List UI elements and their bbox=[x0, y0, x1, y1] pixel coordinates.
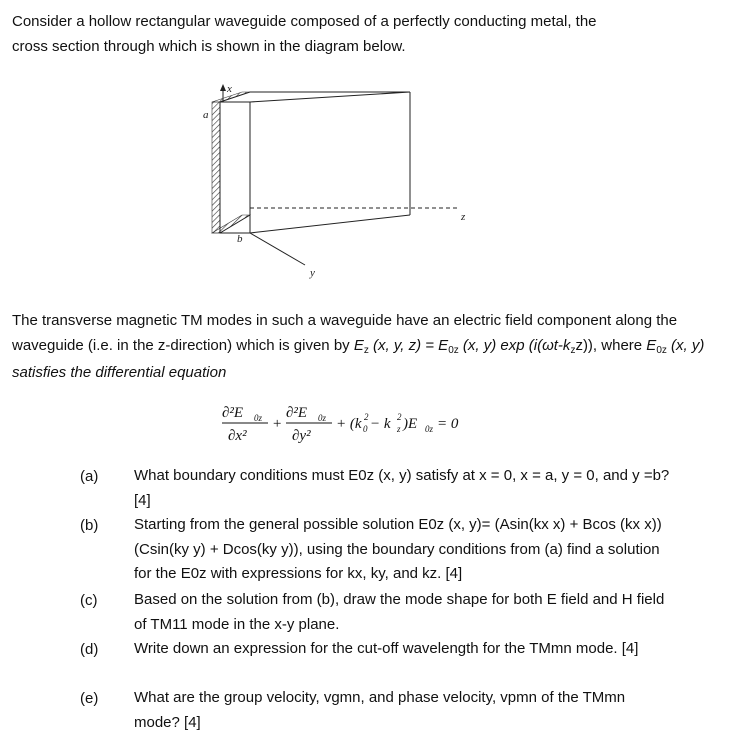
k0-subscript: 0 bbox=[363, 424, 368, 434]
b-dimension-label: b bbox=[237, 233, 243, 245]
question-c bbox=[12, 588, 732, 638]
term-y bbox=[286, 405, 332, 444]
k0-superscript: 2 bbox=[364, 412, 369, 422]
denominator-x: ∂x² bbox=[228, 428, 247, 444]
waveguide-box bbox=[220, 92, 410, 233]
kz-subscript: z bbox=[570, 345, 576, 356]
question-d-text: Write down an expression for the cut-off wavelength for the TMmn mode. [4] bbox=[134, 640, 639, 657]
waveguide-diagram bbox=[190, 80, 490, 285]
z-axis-label: z bbox=[461, 211, 466, 223]
question-a bbox=[12, 464, 732, 514]
eq-close-e: )E bbox=[403, 416, 418, 432]
e0z-symbol: E bbox=[438, 337, 449, 354]
intro-line-2: cross section through which is shown in the diagram below. bbox=[12, 38, 406, 55]
e0z-subscript-2: 0z bbox=[656, 345, 667, 356]
numerator-y-sub: 0z bbox=[318, 413, 327, 423]
tm-mode-paragraph bbox=[12, 308, 724, 385]
tm-text-1: The transverse magnetic TM modes in such a waveguide have an electric field component along the waveguide (i.e. in the z-direction) which is given by bbox=[12, 312, 678, 354]
plus-sign: + bbox=[272, 416, 283, 432]
tm-text-3: (x, y) exp (i(ωt-k bbox=[458, 337, 571, 354]
y-axis-line bbox=[250, 233, 305, 265]
question-d-label: (d) bbox=[80, 641, 99, 658]
ez-subscript: z bbox=[363, 345, 369, 356]
ez-symbol: E bbox=[353, 337, 364, 354]
y-axis-label: y bbox=[310, 267, 315, 279]
question-d bbox=[12, 637, 732, 687]
question-b bbox=[12, 513, 732, 588]
x-axis-label: x bbox=[227, 83, 232, 95]
numerator-x: ∂²E bbox=[222, 405, 244, 421]
question-a-text: What boundary conditions must E0z (x, y) satisfy at x = 0, x = a, y = 0, and y =b? [4] bbox=[134, 467, 670, 509]
tm-text-4: z)), where bbox=[575, 337, 647, 354]
e0z-subscript-eq: 0z bbox=[425, 424, 434, 434]
question-e-label: (e) bbox=[80, 690, 99, 707]
equals-zero: = 0 bbox=[437, 416, 459, 432]
question-e-text: What are the group velocity, vgmn, and phase velocity, vpmn of the TMmn mode? [4] bbox=[134, 689, 626, 731]
differential-equation bbox=[222, 400, 522, 450]
tm-text-2: (x, y, z) = bbox=[368, 337, 439, 354]
term-x bbox=[222, 405, 268, 444]
kz-subscript-eq: z bbox=[397, 424, 401, 434]
eq-minus: − k bbox=[370, 416, 391, 432]
denominator-y: ∂y² bbox=[292, 428, 311, 444]
e0z-symbol-2: E bbox=[646, 337, 657, 354]
intro-line-1: Consider a hollow rectangular waveguide composed of a perfectly conducting metal, the bbox=[12, 13, 597, 30]
kz-superscript: 2 bbox=[397, 412, 402, 422]
tm-text-5: (x, y) satisfies the differential equation bbox=[12, 337, 705, 381]
question-b-text: Starting from the general possible solution E0z (x, y)= (Asin(kx x) + Bcos (kx x)) (Csin(ky y) + Dcos(ky y)), using the boundary conditions from (a) find a solution for the E0z with expressions for kx, ky, and kz. [4] bbox=[134, 516, 662, 582]
question-c-label: (c) bbox=[80, 592, 98, 609]
eq-rest-open: + (k bbox=[336, 416, 362, 432]
question-a-label: (a) bbox=[80, 468, 99, 485]
question-b-label: (b) bbox=[80, 517, 99, 534]
hatched-walls bbox=[212, 92, 250, 233]
question-c-text: Based on the solution from (b), draw the mode shape for both E field and H field of TM11 mode in the x-y plane. bbox=[134, 591, 665, 633]
intro-paragraph bbox=[12, 9, 712, 59]
numerator-x-sub: 0z bbox=[254, 413, 263, 423]
numerator-y: ∂²E bbox=[286, 405, 308, 421]
e0z-subscript: 0z bbox=[448, 345, 459, 356]
a-dimension-label: a bbox=[203, 109, 209, 121]
question-e bbox=[12, 686, 732, 736]
